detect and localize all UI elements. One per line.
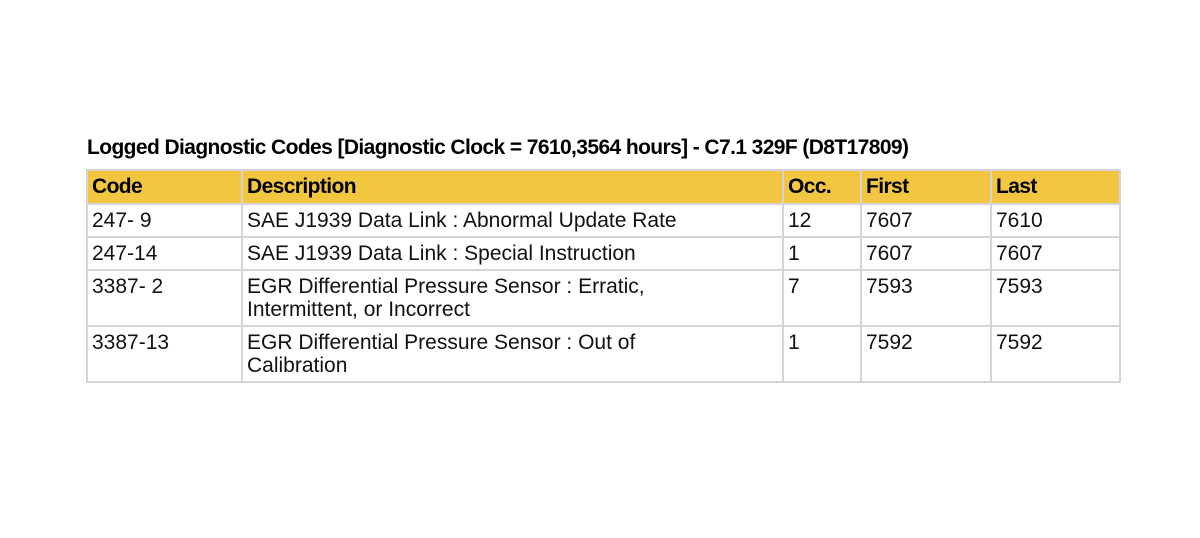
column-header-last: Last [991, 170, 1120, 204]
column-header-occurrences: Occ. [783, 170, 861, 204]
table-row [87, 326, 1120, 382]
report-title: Logged Diagnostic Codes [Diagnostic Clock = 7610,3564 hours] - C7.1 329F (D8T17809) [87, 136, 909, 159]
description-line: EGR Differential Pressure Sensor : Erratic, [247, 275, 645, 298]
code-cell: 3387- 2 [87, 270, 242, 326]
occurrences-cell: 1 [783, 326, 861, 382]
first-cell: 7607 [861, 237, 991, 270]
column-header-code: Code [87, 170, 242, 204]
description-line: Calibration [247, 354, 348, 377]
column-header-first: First [861, 170, 991, 204]
description-line: EGR Differential Pressure Sensor : Out of [247, 331, 636, 354]
table-row [87, 270, 1120, 326]
first-cell: 7592 [861, 326, 991, 382]
description-cell [242, 270, 783, 326]
description-line: Intermittent, or Incorrect [247, 298, 470, 321]
last-cell: 7607 [991, 237, 1120, 270]
last-cell: 7592 [991, 326, 1120, 382]
last-cell: 7610 [991, 204, 1120, 237]
column-header-description: Description [242, 170, 783, 204]
table-row [87, 237, 1120, 270]
first-cell: 7607 [861, 204, 991, 237]
table-row [87, 204, 1120, 237]
description-cell: SAE J1939 Data Link : Special Instruction [242, 237, 783, 270]
occurrences-cell: 1 [783, 237, 861, 270]
first-cell: 7593 [861, 270, 991, 326]
occurrences-cell: 12 [783, 204, 861, 237]
description-cell: SAE J1939 Data Link : Abnormal Update Rate [242, 204, 783, 237]
occurrences-cell: 7 [783, 270, 861, 326]
code-cell: 3387-13 [87, 326, 242, 382]
description-cell [242, 326, 783, 382]
last-cell: 7593 [991, 270, 1120, 326]
code-cell: 247- 9 [87, 204, 242, 237]
table-header-row [87, 170, 1120, 204]
code-cell: 247-14 [87, 237, 242, 270]
diagnostic-codes-table [86, 169, 1121, 383]
